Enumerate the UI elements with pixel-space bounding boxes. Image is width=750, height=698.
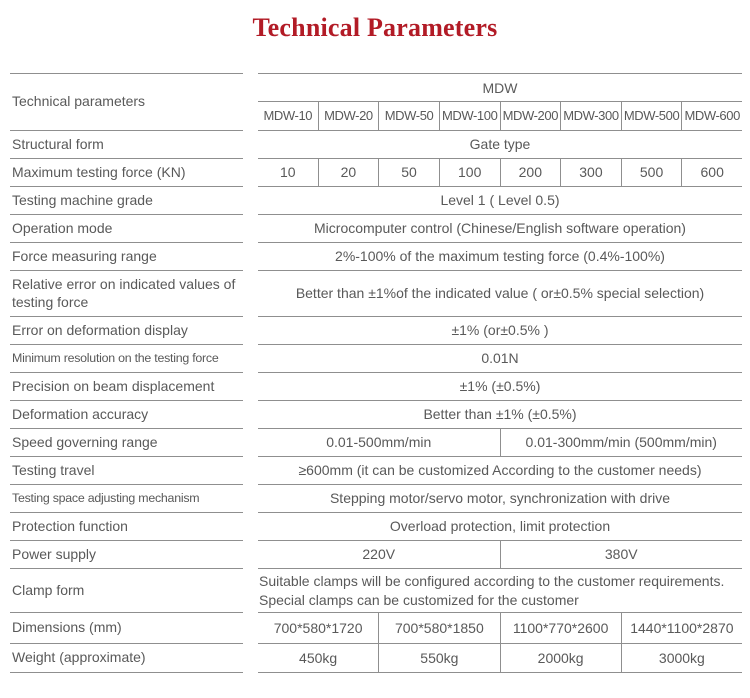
spec-cell: 200	[500, 159, 561, 187]
spec-row-label-text: Clamp form	[12, 581, 85, 598]
spec-header-values	[258, 73, 742, 131]
spec-row-label-text: Speed governing range	[12, 433, 158, 450]
column-gap	[243, 373, 258, 401]
spec-row-label-text: Precision on beam displacement	[12, 377, 215, 394]
spec-row-values	[258, 271, 742, 317]
column-gap	[243, 159, 258, 187]
model-header-cell: MDW-200	[500, 102, 561, 131]
spec-table	[10, 73, 742, 673]
model-header-cell: MDW-600	[681, 102, 742, 131]
model-header-cell: MDW-50	[378, 102, 439, 131]
spec-row	[10, 613, 742, 644]
spec-row-label	[10, 243, 243, 271]
spec-row-values	[258, 401, 742, 429]
model-header-cell: MDW-100	[439, 102, 500, 131]
column-gap	[243, 215, 258, 243]
spec-row-values	[258, 513, 742, 541]
spec-row-label	[10, 644, 243, 673]
column-gap	[243, 457, 258, 485]
spec-row-label-text: Testing machine grade	[12, 191, 153, 208]
spec-row-label	[10, 613, 243, 644]
spec-row	[10, 457, 742, 485]
spec-cell: 1100*770*2600	[500, 613, 621, 644]
column-gap	[243, 401, 258, 429]
spec-cell: 700*580*1720	[258, 613, 378, 644]
spec-row-label	[10, 569, 243, 613]
spec-row	[10, 159, 742, 187]
spec-cell: Microcomputer control (Chinese/English software operation)	[258, 215, 742, 243]
spec-row-values	[258, 485, 742, 513]
spec-cell: Overload protection, limit protection	[258, 513, 742, 541]
spec-cell: 0.01-500mm/min	[258, 429, 500, 457]
spec-header-row	[10, 73, 742, 131]
column-gap	[243, 429, 258, 457]
model-header-cell: MDW-20	[318, 102, 379, 131]
column-gap	[243, 271, 258, 317]
spec-row-label	[10, 187, 243, 215]
spec-row-values	[258, 159, 742, 187]
spec-cell: ≥600mm (it can be customized According to the customer needs)	[258, 457, 742, 485]
spec-cell: 0.01N	[258, 345, 742, 373]
spec-row-label-text: Maximum testing force (KN)	[12, 163, 186, 180]
column-gap	[243, 541, 258, 569]
spec-cell: 20	[318, 159, 379, 187]
spec-row	[10, 541, 742, 569]
spec-cell: 1440*1100*2870	[621, 613, 742, 644]
spec-row-label-text: Relative error on indicated values of testing force	[12, 276, 236, 310]
column-gap	[243, 131, 258, 159]
spec-row-values	[258, 317, 742, 345]
spec-row-label	[10, 485, 243, 513]
spec-row-label	[10, 159, 243, 187]
model-header-cell: MDW-10	[258, 102, 318, 131]
spec-row-label-text: Testing travel	[12, 461, 95, 478]
spec-row	[10, 644, 742, 673]
column-gap	[243, 187, 258, 215]
column-gap	[243, 317, 258, 345]
spec-row-values	[258, 243, 742, 271]
spec-row-label	[10, 541, 243, 569]
spec-row	[10, 429, 742, 457]
spec-cell: 0.01-300mm/min (500mm/min)	[500, 429, 743, 457]
spec-cell: ±1% (±0.5%)	[258, 373, 742, 401]
spec-cell: 500	[621, 159, 682, 187]
spec-row-label-text: Structural form	[12, 135, 104, 152]
spec-row-values	[258, 541, 742, 569]
spec-header-label: Technical parameters	[10, 73, 243, 131]
column-gap	[243, 569, 258, 613]
spec-row-label	[10, 271, 243, 317]
spec-cell: 100	[439, 159, 500, 187]
spec-cell: 2%-100% of the maximum testing force (0.4%-100%)	[258, 243, 742, 271]
spec-cell: Stepping motor/servo motor, synchronization with drive	[258, 485, 742, 513]
spec-cell: 50	[378, 159, 439, 187]
spec-row-label-text: Deformation accuracy	[12, 405, 149, 422]
spec-row-values	[258, 131, 742, 159]
spec-row-values	[258, 429, 742, 457]
spec-row	[10, 569, 742, 613]
spec-row-label	[10, 429, 243, 457]
spec-row-label-text: Operation mode	[12, 219, 113, 236]
column-gap	[243, 345, 258, 373]
spec-row	[10, 373, 742, 401]
spec-cell: Level 1 ( Level 0.5)	[258, 187, 742, 215]
spec-cell: 450kg	[258, 644, 378, 673]
series-header: MDW	[258, 74, 742, 102]
spec-rows	[10, 131, 742, 673]
spec-row-values	[258, 187, 742, 215]
spec-row-label-text: Weight (approximate)	[12, 649, 146, 666]
spec-row	[10, 485, 742, 513]
spec-cell: Better than ±1% (±0.5%)	[258, 401, 742, 429]
spec-cell: Gate type	[258, 131, 742, 159]
spec-row-values	[258, 569, 742, 613]
spec-row-label	[10, 513, 243, 541]
spec-row-label	[10, 345, 243, 373]
spec-row	[10, 513, 742, 541]
spec-row-values	[258, 644, 742, 673]
spec-row-label-text: Minimum resolution on the testing force	[12, 350, 219, 365]
spec-row-label-text: Testing space adjusting mechanism	[12, 490, 200, 505]
model-header-cell: MDW-500	[621, 102, 682, 131]
column-gap	[243, 73, 258, 131]
spec-row-label	[10, 373, 243, 401]
model-header-cell: MDW-300	[560, 102, 621, 131]
spec-row	[10, 401, 742, 429]
spec-cell: 3000kg	[621, 644, 742, 673]
model-header-row	[258, 102, 742, 131]
spec-row-label-text: Power supply	[12, 545, 97, 562]
spec-row-label-text: Dimensions (mm)	[12, 619, 122, 636]
spec-cell: 550kg	[378, 644, 499, 673]
spec-row-label-text: Error on deformation display	[12, 321, 188, 338]
spec-row-values	[258, 345, 742, 373]
spec-row-values	[258, 215, 742, 243]
spec-row-label-text: Force measuring range	[12, 247, 157, 264]
spec-cell: 700*580*1850	[378, 613, 499, 644]
spec-row	[10, 271, 742, 317]
spec-row	[10, 187, 742, 215]
spec-cell: 220V	[258, 541, 500, 569]
spec-cell: Suitable clamps will be configured according to the customer requirements. Special clamps can be customized for the customer	[258, 569, 742, 613]
spec-row-values	[258, 613, 742, 644]
page-title: Technical Parameters	[252, 13, 498, 42]
column-gap	[243, 613, 258, 644]
spec-row-label	[10, 131, 243, 159]
column-gap	[243, 513, 258, 541]
column-gap	[243, 644, 258, 673]
spec-row-values	[258, 457, 742, 485]
spec-cell: 600	[681, 159, 742, 187]
spec-row-label	[10, 215, 243, 243]
spec-row-label	[10, 457, 243, 485]
spec-row-label-text: Protection function	[12, 517, 128, 534]
spec-row	[10, 243, 742, 271]
spec-cell: Better than ±1%of the indicated value ( or±0.5% special selection)	[258, 271, 742, 317]
column-gap	[243, 243, 258, 271]
spec-row-label	[10, 401, 243, 429]
spec-row	[10, 215, 742, 243]
spec-cell: ±1% (or±0.5% )	[258, 317, 742, 345]
spec-cell: 300	[560, 159, 621, 187]
spec-row	[10, 345, 742, 373]
spec-row	[10, 131, 742, 159]
spec-row-label	[10, 317, 243, 345]
spec-cell: 380V	[500, 541, 743, 569]
spec-cell: 2000kg	[500, 644, 621, 673]
spec-row	[10, 317, 742, 345]
spec-cell: 10	[258, 159, 318, 187]
spec-row-values	[258, 373, 742, 401]
column-gap	[243, 485, 258, 513]
